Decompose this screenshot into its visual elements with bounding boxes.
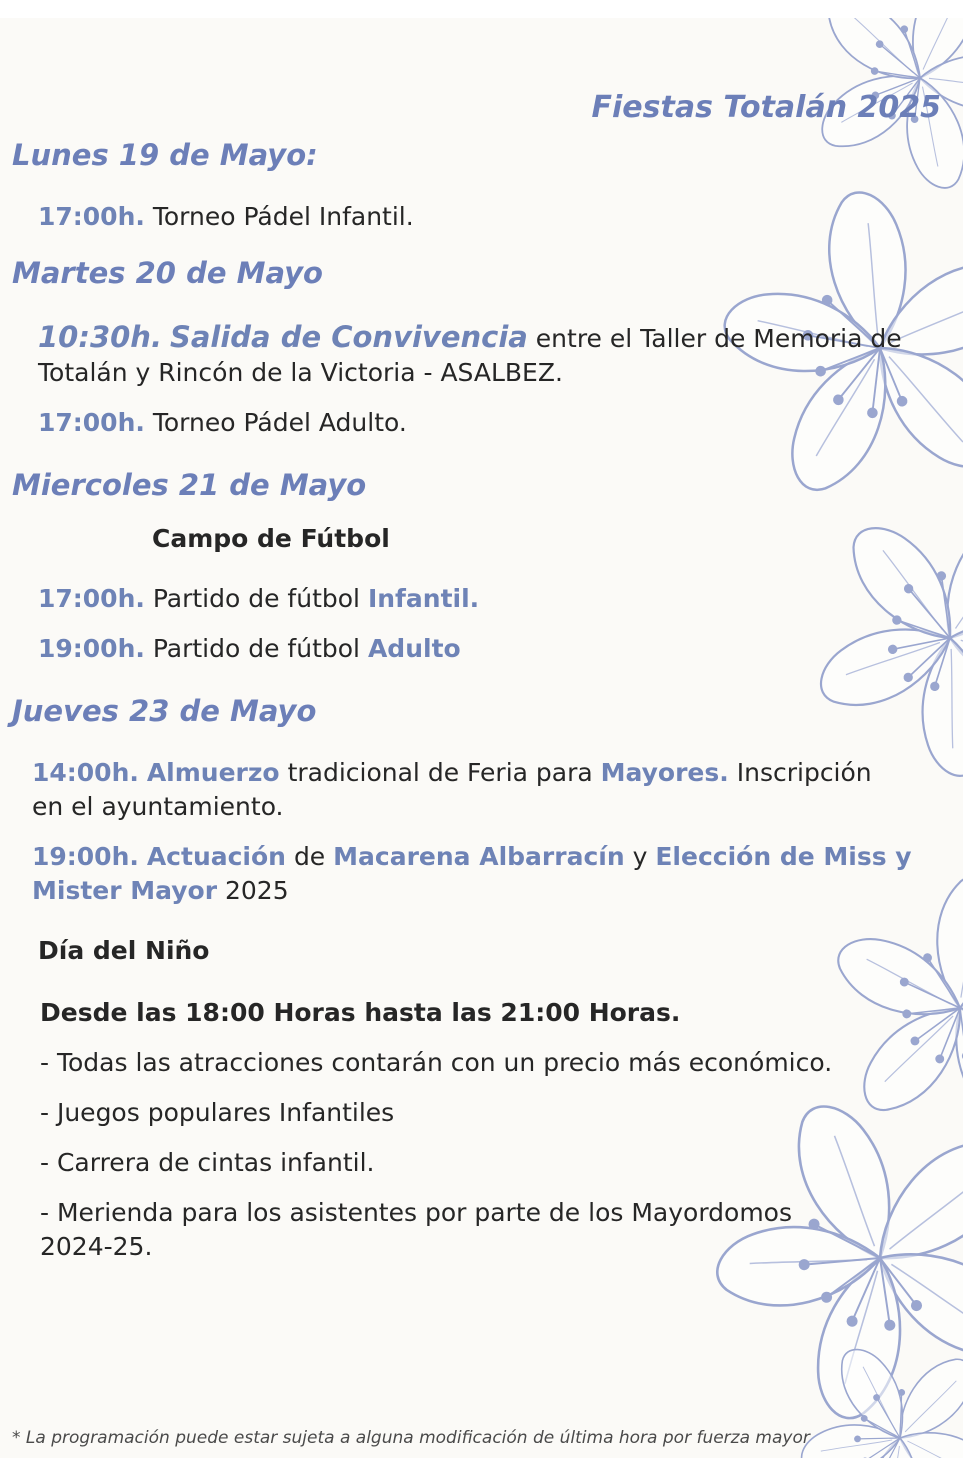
- event-category: Adulto: [367, 634, 461, 663]
- event-time: 14:00h.: [32, 758, 139, 787]
- event-text: tradicional de Feria para: [287, 758, 593, 787]
- event-martes-2: [38, 408, 407, 437]
- event-text-3: 2025: [225, 876, 289, 905]
- event-highlight: Almuerzo: [146, 758, 280, 787]
- section-title-kids-day: Día del Niño: [38, 936, 210, 965]
- event-jueves-2-cont: [32, 876, 289, 905]
- event-highlight: Actuación: [146, 842, 286, 871]
- event-highlight-2: Elección de Miss y: [655, 842, 912, 871]
- event-text-cont: Totalán y Rincón de la Victoria - ASALBEZ.: [38, 358, 563, 387]
- list-item: - Carrera de cintas infantil.: [40, 1148, 375, 1177]
- list-item: - Juegos populares Infantiles: [40, 1098, 395, 1127]
- event-time: 10:30h.: [38, 320, 162, 354]
- day-heading-martes: Martes 20 de Mayo: [12, 256, 323, 290]
- event-miercoles-1: [38, 584, 479, 613]
- footer-note: * La programación puede estar sujeta a alguna modificación de última hora por fuerza mayor: [12, 1428, 810, 1448]
- event-jueves-2: [32, 842, 912, 871]
- page-title: Fiestas Totalán 2025: [591, 90, 941, 125]
- event-text: Torneo Pádel Adulto.: [152, 408, 407, 437]
- poster: [0, 18, 963, 1458]
- event-miercoles-2: [38, 634, 461, 663]
- venue-label: Campo de Fútbol: [152, 524, 390, 553]
- day-heading-lunes: Lunes 19 de Mayo:: [12, 138, 318, 172]
- event-category: Infantil.: [367, 584, 480, 613]
- event-text: de: [293, 842, 326, 871]
- event-time: 17:00h.: [38, 584, 145, 613]
- event-text: entre el Taller de Memoria de: [535, 324, 902, 353]
- event-martes-1: [38, 320, 902, 354]
- event-text: Partido de fútbol: [152, 634, 360, 663]
- event-time: 17:00h.: [38, 408, 145, 437]
- event-time: 19:00h.: [38, 634, 145, 663]
- list-item: - Merienda para los asistentes por parte de los Mayordomos: [40, 1198, 793, 1227]
- event-highlight-3: Mister Mayor: [32, 876, 218, 905]
- list-item: - Todas las atracciones contarán con un precio más económico.: [40, 1048, 833, 1077]
- list-item-cont: 2024-25.: [40, 1232, 153, 1261]
- performer-name: Macarena Albarracín: [333, 842, 625, 871]
- event-text-cont: en el ayuntamiento.: [32, 792, 284, 821]
- event-text: Partido de fútbol: [152, 584, 360, 613]
- event-time: 19:00h.: [32, 842, 139, 871]
- event-text-2: y: [632, 842, 648, 871]
- event-lunes-1: [38, 202, 414, 231]
- event-time: 17:00h.: [38, 202, 145, 231]
- kids-day-hours: Desde las 18:00 Horas hasta las 21:00 Horas.: [40, 998, 681, 1027]
- event-text-2: Inscripción: [736, 758, 872, 787]
- flower-icon: [660, 18, 963, 1458]
- day-heading-miercoles: Miercoles 21 de Mayo: [12, 468, 367, 502]
- event-highlight-2: Mayores.: [600, 758, 729, 787]
- event-highlight: Salida de Convivencia: [169, 320, 528, 354]
- event-text: Torneo Pádel Infantil.: [152, 202, 414, 231]
- event-jueves-1: [32, 758, 872, 787]
- day-heading-jueves: Jueves 23 de Mayo: [12, 694, 317, 728]
